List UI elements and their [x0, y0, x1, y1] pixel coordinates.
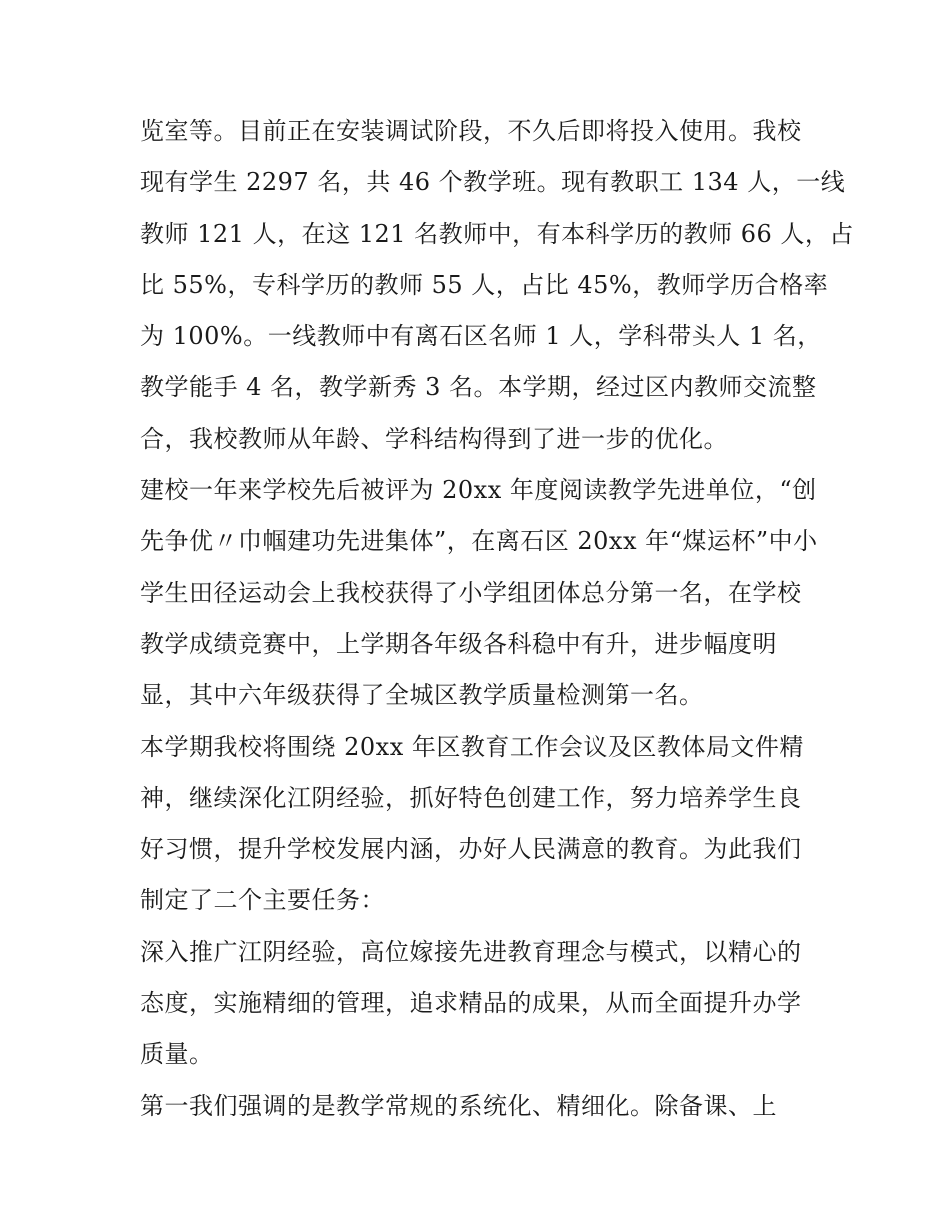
text-line: 为 100%。一线教师中有离石区名师 1 人，学科带头人 1 名，	[140, 322, 822, 351]
text-line: 合，我校教师从年龄、学科结构得到了进一步的优化。	[140, 424, 728, 453]
document-body-text	[140, 106, 854, 1132]
text-line: 第一我们强调的是教学常规的系统化、精细化。除备课、上	[140, 1091, 777, 1120]
text-line: 深入推广江阴经验，高位嫁接先进教育理念与模式，以精心的	[140, 937, 802, 966]
text-line: 显，其中六年级获得了全城区教学质量检测第一名。	[140, 681, 704, 710]
text-line: 制定了二个主要任务：	[140, 886, 385, 915]
text-line: 好习惯，提升学校发展内涵，办好人民满意的教育。为此我们	[140, 835, 802, 864]
text-line: 教学成绩竞赛中，上学期各年级各科稳中有升，进步幅度明	[140, 629, 777, 658]
text-line: 质量。	[140, 1040, 214, 1069]
text-line: 教学能手 4 名，教学新秀 3 名。本学期，经过区内教师交流整	[140, 373, 817, 402]
text-line: 比 55%，专科学历的教师 55 人，占比 45%，教师学历合格率	[140, 270, 829, 299]
text-line: 本学期我校将围绕 20xx 年区教育工作会议及区教体局文件精	[140, 732, 804, 761]
text-line: 学生田径运动会上我校获得了小学组团体总分第一名，在学校	[140, 578, 802, 607]
text-line: 先争优〃巾帼建功先进集体”，在离石区 20xx 年“煤运杯”中小	[140, 527, 818, 556]
text-line: 态度，实施精细的管理，追求精品的成果，从而全面提升办学	[140, 989, 802, 1018]
text-line: 建校一年来学校先后被评为 20xx 年度阅读教学先进单位，“创	[140, 476, 817, 505]
text-line: 现有学生 2297 名，共 46 个教学班。现有教职工 134 人，一线	[140, 168, 846, 197]
text-line: 览室等。目前正在安装调试阶段，不久后即将投入使用。我校	[140, 117, 802, 145]
text-line: 教师 121 人，在这 121 名教师中，有本科学历的教师 66 人，占	[140, 219, 854, 248]
text-line: 神，继续深化江阴经验，抓好特色创建工作，努力培养学生良	[140, 783, 802, 812]
